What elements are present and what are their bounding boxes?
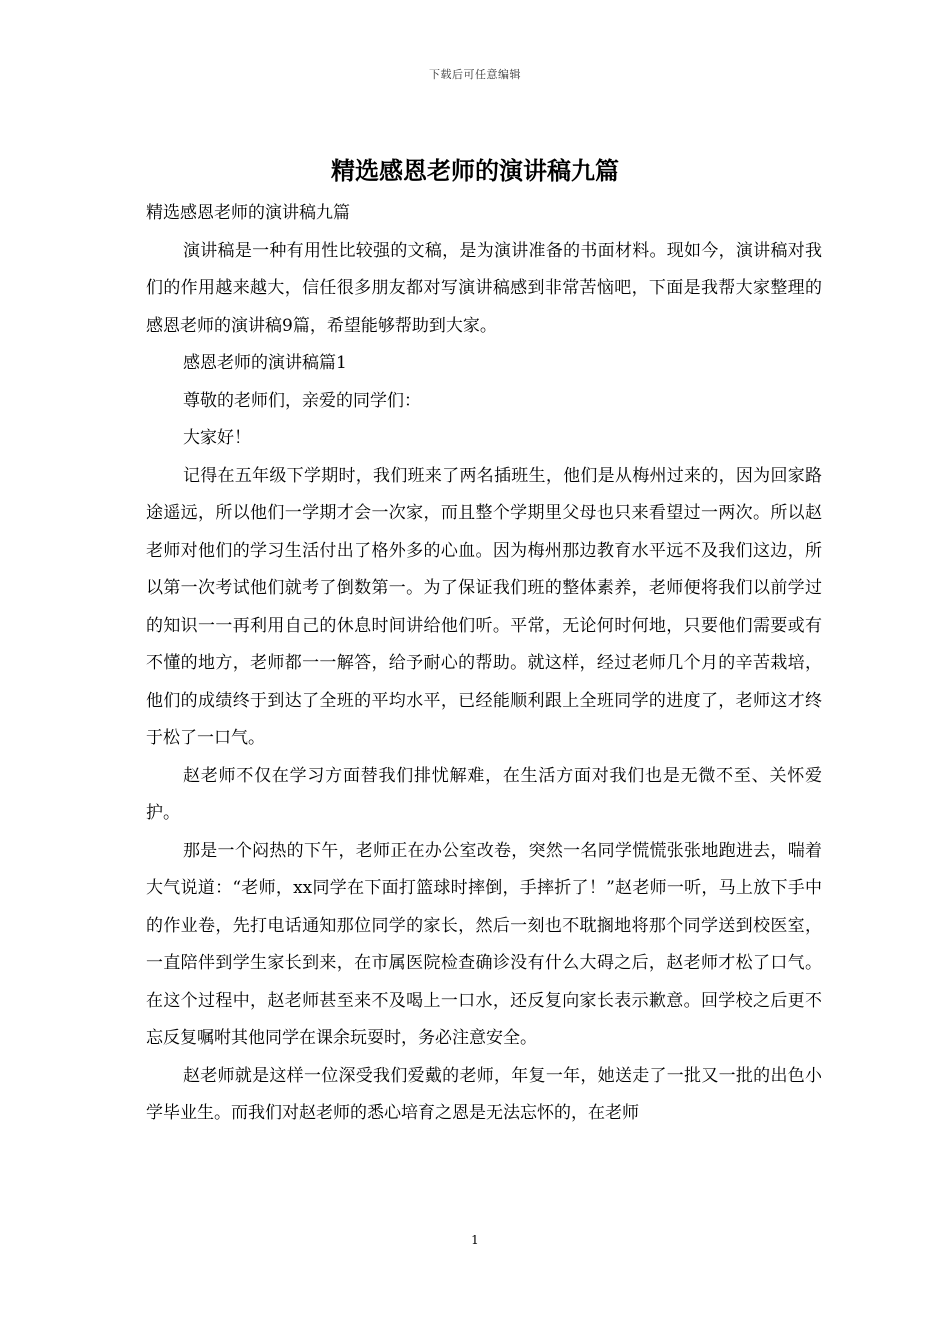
paragraph-subtitle: 精选感恩老师的演讲稿九篇 <box>146 203 350 223</box>
paragraph-story-transfer-students: 记得在五年级下学期时，我们班来了两名插班生，他们是从梅州过来的，因为回家路途遥远，所以他们一学期才会一次家，而且整个学期里父母也只来看望过一两次。所以赵老师对他们的学习生活付出了格外多的心血。因为梅州那边教育水平远不及我们这边，所以第一次考试他们就考了倒数第一。为了保证我们班的整体素养，老师便将我们以前学过的知识一一再利用自己的休息时间讲给他们听。平常，无论何时何地，只要他们需要或有不懂的地方，老师都一一解答，给予耐心的帮助。就这样，经过老师几个月的辛苦栽培，他们的成绩终于到达了全班的平均水平，已经能顺利跟上全班同学的进度了，老师这才终于松了一口气。 <box>146 465 822 748</box>
page-header-note: 下载后可任意编辑 <box>429 68 521 81</box>
paragraph-salutation: 尊敬的老师们，亲爱的同学们： <box>183 390 421 411</box>
paragraph-intro: 演讲稿是一种有用性比较强的文稿，是为演讲准备的书面材料。现如今，演讲稿对我们的作用越来越大，信任很多朋友都对写演讲稿感到非常苦恼吧，下面是我帮大家整理的感恩老师的演讲稿9篇，希望能够帮助到大家。 <box>146 240 822 336</box>
document-body <box>146 195 822 1133</box>
document-title: 精选感恩老师的演讲稿九篇 <box>331 156 619 185</box>
paragraph-closing: 赵老师就是这样一位深受我们爱戴的老师，年复一年，她送走了一批又一批的出色小学毕业生。而我们对赵老师的悉心培育之恩是无法忘怀的，在老师 <box>146 1065 822 1123</box>
paragraph-story-injury: 那是一个闷热的下午，老师正在办公室改卷，突然一名同学慌慌张张地跑进去，喘着大气说道：“老师，xx同学在下面打篮球时摔倒，手摔折了！”赵老师一听，马上放下手中的作业卷，先打电话通知那位同学的家长，然后一刻也不耽搁地将那个同学送到校医室，一直陪伴到学生家长到来，在市属医院检查确诊没有什么大碍之后，赵老师才松了口气。在这个过程中，赵老师甚至来不及喝上一口水，还反复向家长表示歉意。回学校之后更不忘反复嘱咐其他同学在课余玩耍时，务必注意安全。 <box>146 840 822 1048</box>
paragraph-section-heading: 感恩老师的演讲稿篇1 <box>183 353 347 373</box>
paragraph-care: 赵老师不仅在学习方面替我们排忧解难，在生活方面对我们也是无微不至、关怀爱护。 <box>146 765 822 823</box>
page-number: 1 <box>471 1233 479 1247</box>
paragraph-greeting: 大家好！ <box>183 428 251 448</box>
